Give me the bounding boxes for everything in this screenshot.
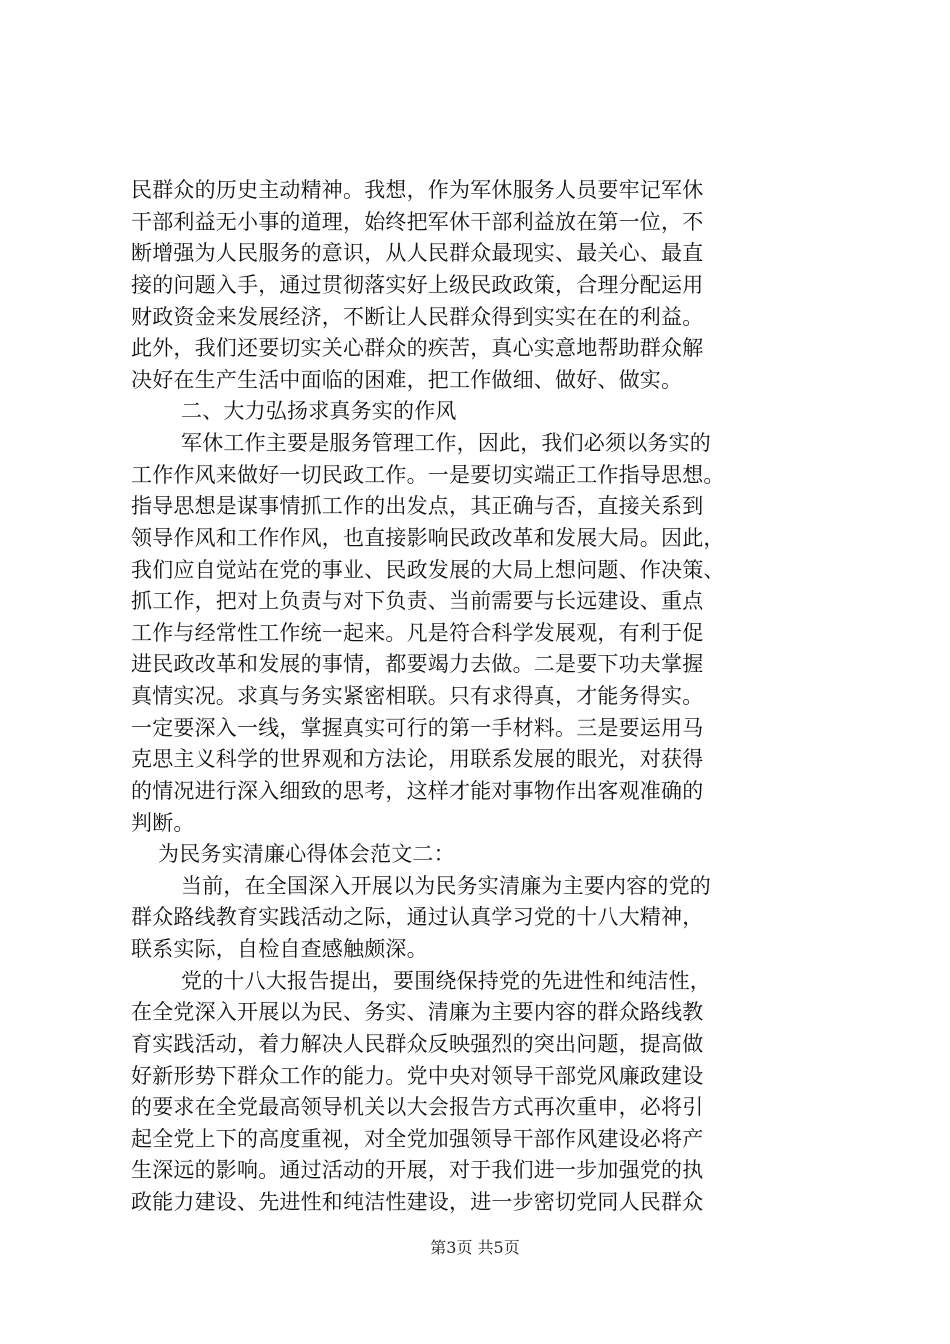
text-line: 进民政改革和发展的事情，都要竭力去做。二是要下功夫掌握: [131, 652, 704, 676]
text-line: 当前，在全国深入开展以为民务实清廉为主要内容的党的: [181, 874, 711, 898]
text-line: 联系实际，自检自查感触颇深。: [131, 937, 428, 961]
text-line: 此外，我们还要切实关心群众的疾苦，真心实意地帮助群众解: [131, 336, 704, 360]
text-line: 党的十八大报告提出，要围绕保持党的先进性和纯洁性，: [181, 969, 711, 993]
text-line: 政能力建设、先进性和纯洁性建设，进一步密切党同人民群众: [131, 1190, 704, 1214]
text-line: 真情实况。求真与务实紧密相联。只有求得真，才能务得实。: [131, 684, 704, 708]
text-line: 克思主义科学的世界观和方法论，用联系发展的眼光，对获得: [131, 747, 704, 771]
text-line: 生深远的影响。通过活动的开展，对于我们进一步加强党的执: [131, 1158, 704, 1182]
section-heading: 为民务实清廉心得体会范文二：: [158, 842, 455, 866]
text-line: 财政资金来发展经济，不断让人民群众得到实实在在的利益。: [131, 305, 704, 329]
text-line: 好新形势下群众工作的能力。党中央对领导干部党风廉政建设: [131, 1064, 704, 1088]
text-line: 断增强为人民服务的意识，从人民群众最现实、最关心、最直: [131, 241, 704, 265]
text-line: 指导思想是谋事情抓工作的出发点，其正确与否，直接关系到: [131, 494, 704, 518]
text-line: 的情况进行深入细致的思考，这样才能对事物作出客观准确的: [131, 779, 704, 803]
text-line: 我们应自觉站在党的事业、民政发展的大局上想问题、作决策、: [131, 558, 725, 582]
text-line: 领导作风和工作作风，也直接影响民政改革和发展大局。因此，: [131, 526, 725, 550]
page-number: 第3页 共5页: [430, 1238, 520, 1257]
text-line: 育实践活动，着力解决人民群众反映强烈的突出问题，提高做: [131, 1032, 704, 1056]
text-line: 军休工作主要是服务管理工作，因此，我们必须以务实的: [181, 431, 711, 455]
text-line: 在全党深入开展以为民、务实、清廉为主要内容的群众路线教: [131, 1000, 704, 1024]
text-line: 工作作风来做好一切民政工作。一是要切实端正工作指导思想。: [131, 463, 725, 487]
text-line: 干部利益无小事的道理，始终把军休干部利益放在第一位，不: [131, 210, 704, 234]
text-line: 工作与经常性工作统一起来。凡是符合科学发展观，有利于促: [131, 621, 704, 645]
text-line: 民群众的历史主动精神。我想，作为军休服务人员要牢记军休: [131, 178, 704, 202]
text-line: 群众路线教育实践活动之际，通过认真学习党的十八大精神，: [131, 905, 704, 929]
text-line: 决好在生产生活中面临的困难，把工作做细、做好、做实。: [131, 368, 683, 392]
text-line: 的要求在全党最高领导机关以大会报告方式再次重申，必将引: [131, 1095, 704, 1119]
text-line: 一定要深入一线，掌握真实可行的第一手材料。三是要运用马: [131, 716, 704, 740]
text-line: 起全党上下的高度重视，对全党加强领导干部作风建设必将产: [131, 1127, 704, 1151]
text-line: 抓工作，把对上负责与对下负责、当前需要与长远建设、重点: [131, 589, 704, 613]
text-line: 接的问题入手，通过贯彻落实好上级民政政策，合理分配运用: [131, 273, 704, 297]
section-heading: 二、大力弘扬求真务实的作风: [181, 399, 457, 423]
text-line: 判断。: [131, 811, 195, 835]
